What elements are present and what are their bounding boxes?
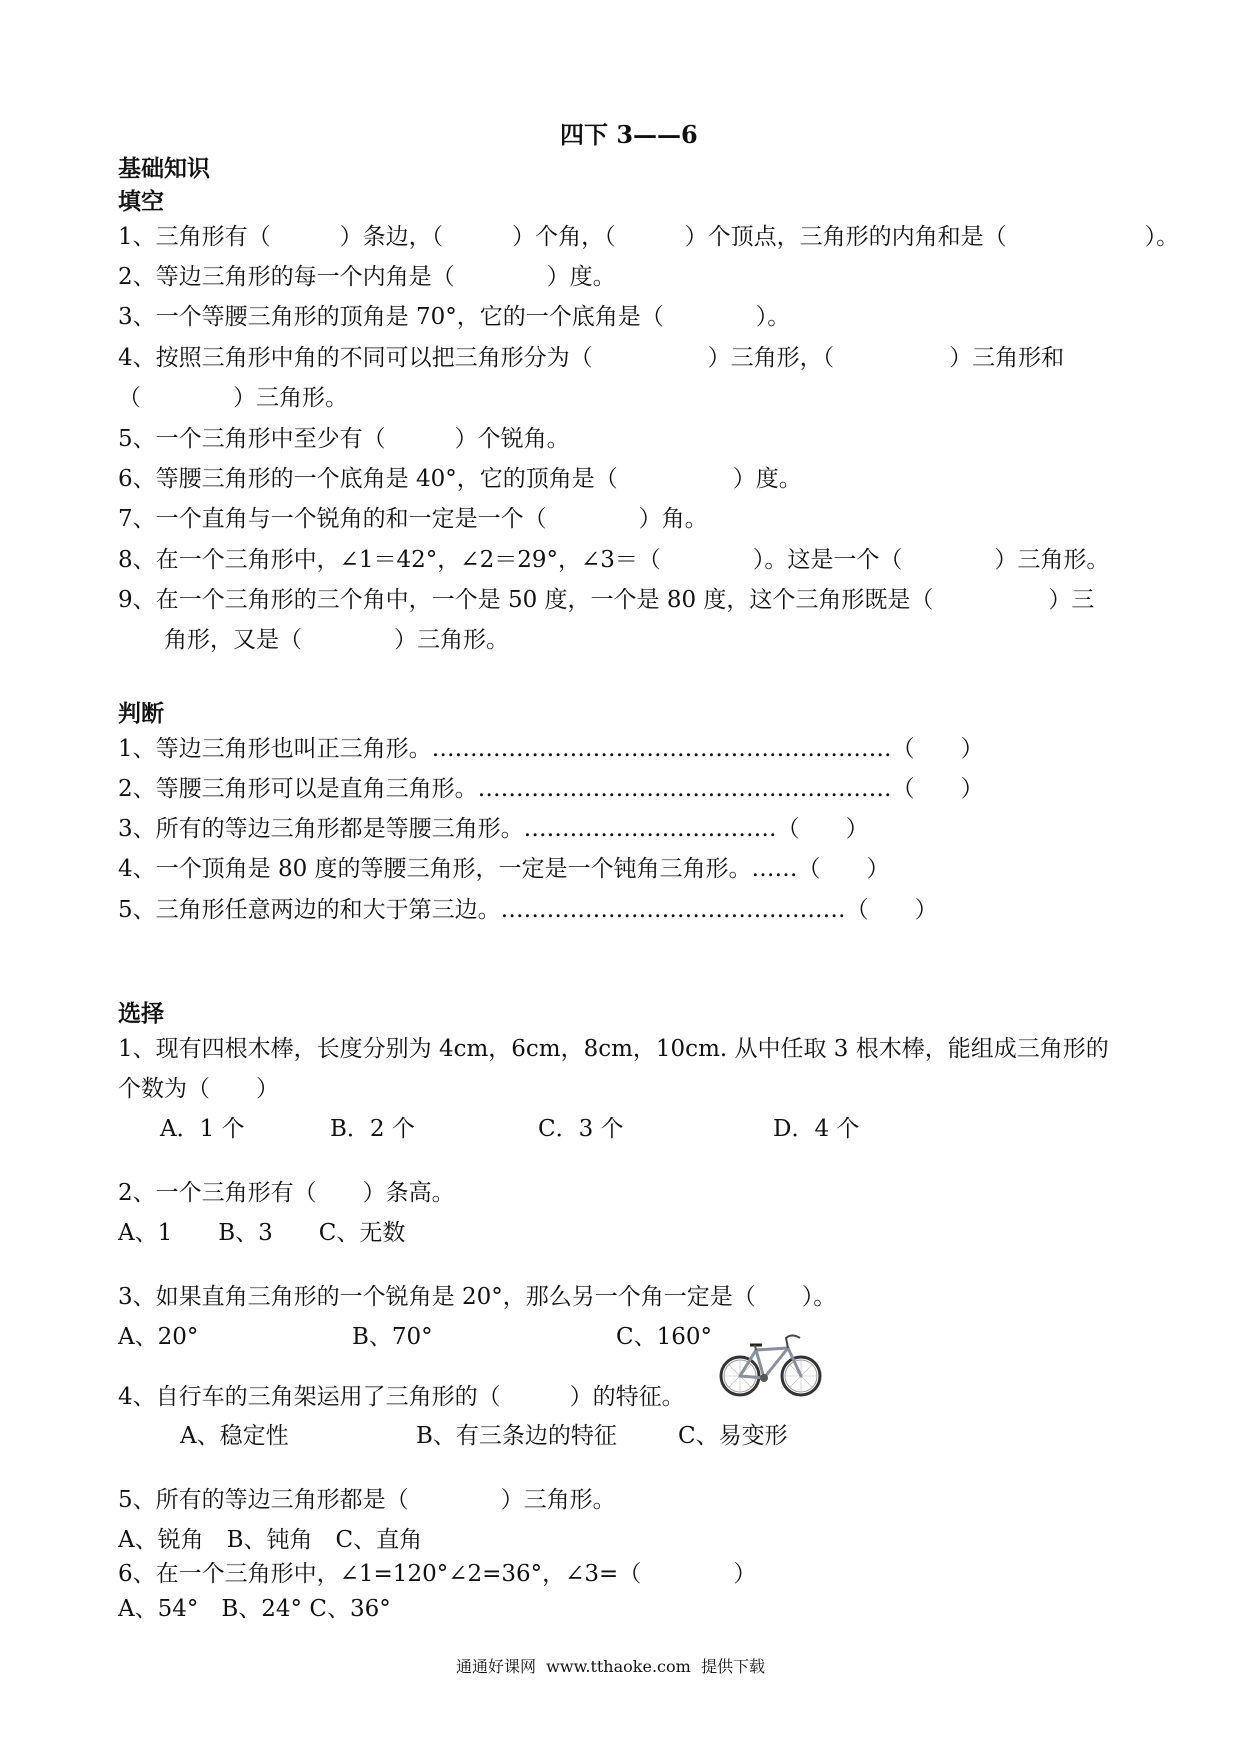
fill-question-2: 2、等边三角形的每一个内角是（ ）度。 xyxy=(118,264,616,290)
choice-question-6-options: A、54° B、24° C、36° xyxy=(118,1596,391,1622)
choice-question-5: 5、所有的等边三角形都是（ ）三角形。 xyxy=(118,1487,616,1513)
fill-question-1: 1、三角形有（ ）条边，（ ）个角，（ ）个顶点，三角形的内角和是（ ）。 xyxy=(118,224,1180,250)
choice-question-3-option-c: C、160° xyxy=(616,1324,712,1350)
choice-question-2: 2、一个三角形有（ ）条高。 xyxy=(118,1180,455,1206)
section-heading-basic: 基础知识 xyxy=(118,155,210,182)
judge-question-1: 1、等边三角形也叫正三角形。……………………………………………………（ ） xyxy=(118,736,984,762)
page-title: 四下 3——6 xyxy=(560,120,698,149)
choice-question-1-line-2: 个数为（ ） xyxy=(118,1076,279,1102)
choice-question-4-option-a: A、稳定性 xyxy=(180,1423,289,1449)
choice-option-c: C．3 个 xyxy=(538,1116,624,1142)
choice-option-b: B．2 个 xyxy=(330,1116,415,1142)
choice-question-2-options: A、1 B、3 C、无数 xyxy=(118,1220,406,1246)
choice-question-4-option-c: C、易变形 xyxy=(678,1423,788,1449)
fill-question-5: 5、一个三角形中至少有（ ）个锐角。 xyxy=(118,426,570,452)
choice-question-3: 3、如果直角三角形的一个锐角是 20°，那么另一个角一定是（ ）。 xyxy=(118,1284,837,1310)
choice-question-6: 6、在一个三角形中，∠1=120°∠2=36°，∠3=（ ） xyxy=(118,1561,757,1587)
choice-question-1-line-1: 1、现有四根木棒，长度分别为 4cm，6cm，8cm，10cm. 从中任取 3 根木棒，能组成三角形的 xyxy=(118,1036,1109,1062)
choice-question-3-option-b: B、70° xyxy=(352,1324,433,1350)
fill-question-6: 6、等腰三角形的一个底角是 40°，它的顶角是（ ）度。 xyxy=(118,466,802,492)
fill-question-7: 7、一个直角与一个锐角的和一定是一个（ ）角。 xyxy=(118,506,708,532)
fill-question-9-line-2: 角形，又是（ ）三角形。 xyxy=(164,627,509,653)
choice-question-3-option-a: A、20° xyxy=(118,1324,199,1350)
judge-heading: 判断 xyxy=(118,700,164,727)
fill-question-4-line-1: 4、按照三角形中角的不同可以把三角形分为（ ）三角形，（ ）三角形和 xyxy=(118,345,1065,371)
footer-source: 通通好课网 www.tthaoke.com 提供下载 xyxy=(456,1657,765,1676)
choice-option-d: D．4 个 xyxy=(773,1116,860,1142)
fill-heading: 填空 xyxy=(118,188,164,215)
choice-question-4-option-b: B、有三条边的特征 xyxy=(416,1423,617,1449)
fill-question-9-line-1: 9、在一个三角形的三个角中，一个是 50 度，一个是 80 度，这个三角形既是（ ）三 xyxy=(118,587,1095,613)
fill-question-4-line-2: （ ）三角形。 xyxy=(118,385,348,411)
choice-option-a: A．1 个 xyxy=(160,1116,245,1142)
fill-question-3: 3、一个等腰三角形的顶角是 70°，它的一个底角是（ ）。 xyxy=(118,304,791,330)
choice-question-5-options: A、锐角 B、钝角 C、直角 xyxy=(118,1527,423,1553)
bicycle-image xyxy=(718,1330,823,1400)
judge-question-5: 5、三角形任意两边的和大于第三边。………………………………………（ ） xyxy=(118,897,938,923)
judge-question-4: 4、一个顶角是 80 度的等腰三角形，一定是一个钝角三角形。……（ ） xyxy=(118,856,890,882)
judge-question-3: 3、所有的等边三角形都是等腰三角形。……………………………（ ） xyxy=(118,816,869,842)
choice-heading: 选择 xyxy=(118,1000,164,1027)
fill-question-8: 8、在一个三角形中，∠1＝42°，∠2＝29°，∠3＝（ ）。这是一个（ ）三角形。 xyxy=(118,547,1110,573)
choice-question-4: 4、自行车的三角架运用了三角形的（ ）的特征。 xyxy=(118,1384,685,1410)
judge-question-2: 2、等腰三角形可以是直角三角形。………………………………………………（ ） xyxy=(118,776,984,802)
